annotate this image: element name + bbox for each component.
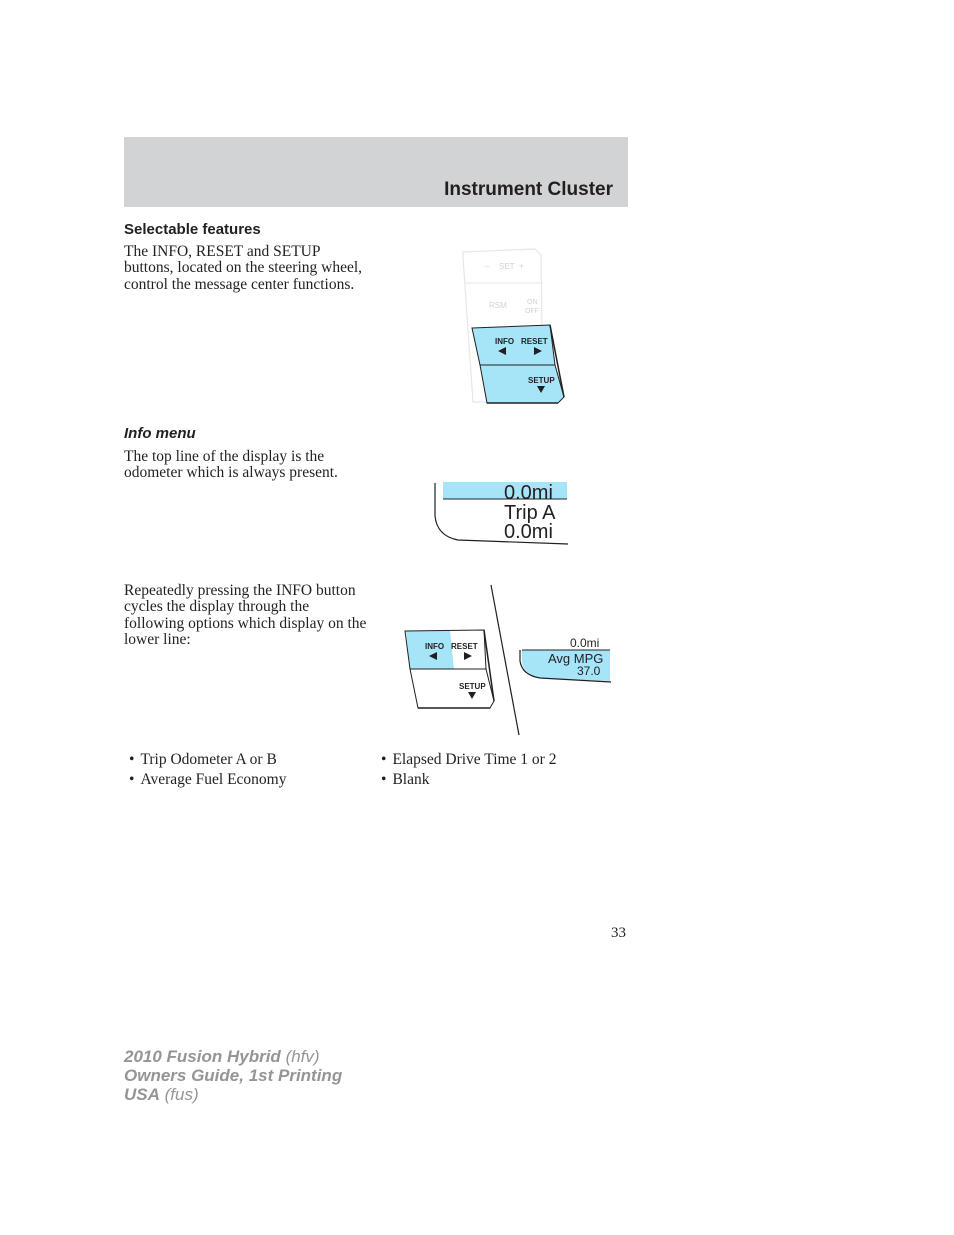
setup-button-label: SETUP — [528, 376, 555, 385]
heading-selectable-features: Selectable features — [124, 221, 261, 238]
page-number: 33 — [611, 925, 626, 941]
info-cycle-figure — [400, 583, 615, 738]
section-header-bar — [124, 137, 628, 207]
cycle-display-line-3: 37.0 — [577, 664, 601, 678]
plus-label: + — [519, 261, 525, 271]
divider-line — [491, 585, 519, 735]
cycle-reset-label: RESET — [451, 642, 478, 651]
paragraph-selectable-features: The INFO, RESET and SETUP buttons, located on the steering wheel, control the message center functions. — [124, 243, 363, 293]
footer-guide: Owners Guide, 1st Printing — [124, 1066, 343, 1085]
list-item: • Trip Odometer A or B — [129, 750, 287, 770]
bullet-list-right — [381, 750, 556, 790]
display-odometer-figure — [430, 478, 572, 548]
heading-info-menu: Info menu — [124, 425, 196, 442]
footer-model: 2010 Fusion Hybrid — [124, 1047, 281, 1066]
list-item: • Average Fuel Economy — [129, 770, 287, 790]
reset-button-label: RESET — [521, 337, 548, 346]
info-button-label: INFO — [495, 337, 515, 346]
paragraph-odometer: The top line of the display is the odometer which is always present. — [124, 448, 338, 482]
cycle-info-label: INFO — [425, 642, 445, 651]
list-item: • Blank — [381, 770, 556, 790]
minus-label: – — [485, 262, 490, 271]
display-line-2: Trip A — [504, 502, 556, 524]
rsm-label: RSM — [489, 301, 507, 310]
footer-market: USA — [124, 1085, 160, 1104]
footer-edition — [124, 1047, 342, 1104]
footer-market-code: (fus) — [164, 1085, 199, 1104]
display-line-3: 0.0mi — [504, 521, 553, 543]
paragraph-info-cycle: Repeatedly pressing the INFO button cycles the display through the following options which display on the lower line: — [124, 582, 367, 648]
steering-wheel-buttons-figure — [455, 247, 570, 407]
bullet-list-left — [129, 750, 287, 790]
on-label: ON — [527, 299, 538, 306]
display-line-1: 0.0mi — [504, 482, 553, 504]
cycle-display-line-2: Avg MPG — [548, 651, 604, 666]
cycle-down-arrow-icon — [468, 692, 476, 699]
footer-model-code: (hfv) — [285, 1047, 320, 1066]
section-title: Instrument Cluster — [444, 179, 613, 200]
set-label: SET — [499, 262, 515, 271]
list-item: • Elapsed Drive Time 1 or 2 — [381, 750, 556, 770]
cycle-setup-label: SETUP — [459, 682, 486, 691]
cycle-display-line-1: 0.0mi — [570, 636, 600, 650]
off-label: OFF — [525, 308, 539, 315]
